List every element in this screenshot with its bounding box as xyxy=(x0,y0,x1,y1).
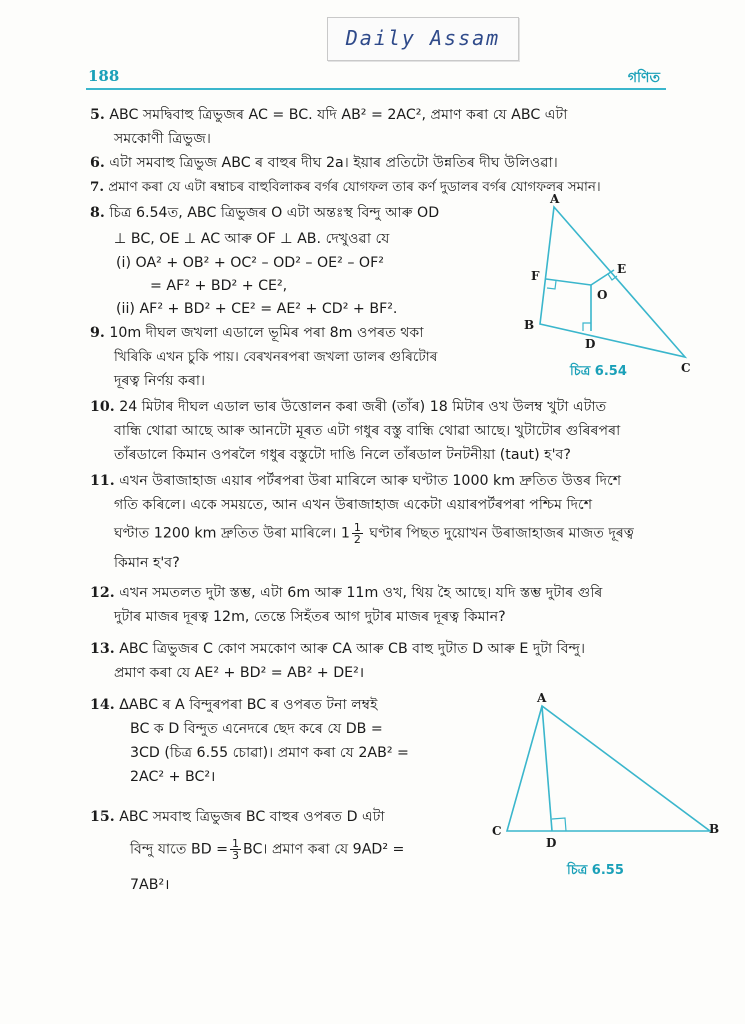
label-d: D xyxy=(585,337,596,351)
question-text: ΔABC ৰ A বিন্দুৰপৰা BC ৰ ওপৰত টনা লম্বই xyxy=(119,697,378,713)
question-11 xyxy=(90,470,621,492)
question-13-line-2: প্ৰমাণ কৰা যে AE² + BD² = AB² + DE²। xyxy=(114,665,365,681)
right-angle-d xyxy=(552,818,566,831)
daily-assam-stamp xyxy=(327,17,519,61)
question-text: 10m দীঘল জখলা এডালে ভূমিৰ পৰা 8m ওপৰত থকা xyxy=(109,325,424,341)
page-number: 188 xyxy=(88,67,120,85)
question-text: চিত্ৰ 6.54ত, ABC ত্ৰিভুজৰ O এটা অন্তঃস্থ বিন্দু আৰু OD xyxy=(109,205,440,221)
question-10 xyxy=(90,396,606,418)
question-9-line-3: দূৰত্ব নিৰ্ণয় কৰা। xyxy=(114,373,206,389)
right-angle-f xyxy=(547,281,556,289)
question-number: 10. xyxy=(90,399,115,415)
question-15-line-3: 7AB²। xyxy=(130,877,170,893)
question-number: 14. xyxy=(90,697,115,713)
question-number: 8. xyxy=(90,205,105,221)
header-rule xyxy=(86,88,666,90)
question-10-line-2: বান্ধি থোৱা আছে আৰু আনটো মূৰত এটা গধুৰ বস্তু বান্ধি থোৱা আছে। খুটাটোৰ গুৰিৰপৰা xyxy=(114,423,621,439)
question-14 xyxy=(90,694,378,716)
question-number: 5. xyxy=(90,107,105,123)
question-8 xyxy=(90,202,439,224)
stamp-text: Daily Assam xyxy=(345,26,501,50)
question-number: 13. xyxy=(90,641,115,657)
segment-of xyxy=(546,279,591,285)
figure-6-55 xyxy=(485,690,725,850)
question-6 xyxy=(90,152,558,174)
question-8-part-i-cont: = AF² + BD² + CE², xyxy=(150,278,288,294)
question-11-line-3 xyxy=(114,522,634,545)
fraction-one-half: $\frac{1}{2}$ xyxy=(353,521,361,546)
question-12-line-2: দুটাৰ মাজৰ দূৰত্ব 12m, তেন্তে সিহঁতৰ আগ দুটাৰ মাজৰ দূৰত্ব কিমান? xyxy=(114,609,506,625)
question-text: এখন সমতলত দুটা স্তম্ভ, এটা 6m আৰু 11m ওখ, থিয় হৈ আছে। যদি স্তম্ভ দুটাৰ গুৰি xyxy=(119,585,603,601)
triangle-abc xyxy=(507,706,710,831)
triangle-abc xyxy=(540,207,685,357)
question-14-line-3: 3CD (চিত্ৰ 6.55 চোৱা)। প্ৰমাণ কৰা যে 2AB² = xyxy=(130,745,409,761)
question-number: 11. xyxy=(90,473,115,489)
label-e: E xyxy=(617,262,627,276)
subject-title: গণিত xyxy=(627,70,660,86)
figure-6-54-caption: চিত্ৰ 6.54 xyxy=(570,364,627,379)
question-text: 24 মিটাৰ দীঘল এডাল ভাৰ উত্তোলন কৰা জৰী (তাঁৰ) 18 মিটাৰ ওখ উলম্ব খুটা এটাত xyxy=(119,399,607,415)
question-10-line-3: তাঁৰডালে কিমান ওপৰলৈ গধুৰ বস্তুটো দাঙি নিলে তাঁৰডাল টনটনীয়া (taut) হ'ব? xyxy=(114,447,571,463)
altitude-ad xyxy=(542,706,552,831)
question-5 xyxy=(90,104,567,126)
label-f: F xyxy=(531,269,540,283)
question-text: BC। প্ৰমাণ কৰা যে 9AD² = xyxy=(243,841,405,858)
question-8-line-2: ⊥ BC, OE ⊥ AC আৰু OF ⊥ AB. দেখুওৱা যে xyxy=(114,231,390,247)
question-14-line-4: 2AC² + BC²। xyxy=(130,769,216,785)
question-12 xyxy=(90,582,602,604)
question-9-line-2: খিৰিকি এখন চুকি পায়। বেৰখনৰপৰা জখলা ডালৰ গুৰিটোৰ xyxy=(114,349,438,365)
label-b: B xyxy=(524,318,535,332)
question-text: ABC সমবাহু ত্ৰিভুজৰ BC বাহুৰ ওপৰত D এটা xyxy=(119,809,385,825)
question-number: 6. xyxy=(90,155,105,171)
label-d: D xyxy=(546,836,557,850)
question-number: 12. xyxy=(90,585,115,601)
right-angle-d xyxy=(583,323,591,331)
question-9 xyxy=(90,322,423,344)
question-15 xyxy=(90,806,385,828)
question-text: ঘণ্টাত 1200 km দ্ৰুতিত উৰা মাৰিলে। 1 xyxy=(114,525,350,542)
label-o: O xyxy=(597,288,608,302)
question-15-line-2 xyxy=(130,838,404,861)
question-13 xyxy=(90,638,585,660)
question-14-line-2: BC ক D বিন্দুত এনেদৰে ছেদ কৰে যে DB = xyxy=(130,721,383,737)
figure-6-55-caption: চিত্ৰ 6.55 xyxy=(567,863,624,878)
question-text: এটা সমবাহু ত্ৰিভুজ ABC ৰ বাহুৰ দীঘ 2a। ইয়াৰ প্ৰতিটো উন্নতিৰ দীঘ উলিওৱা। xyxy=(109,155,558,171)
question-text: প্ৰমাণ কৰা যে এটা ৰম্বাচৰ বাহুবিলাকৰ বৰ্গৰ যোগফল তাৰ কৰ্ণ দুডালৰ বৰ্গৰ যোগফলৰ সমান। xyxy=(108,180,601,195)
question-text: ABC ত্ৰিভুজৰ C কোণ সমকোণ আৰু CA আৰু CB বাহু দুটাত D আৰু E দুটা বিন্দু। xyxy=(119,641,586,657)
question-8-part-i: (i) OA² + OB² + OC² – OD² – OE² – OF² xyxy=(116,255,384,271)
label-a: A xyxy=(550,193,560,206)
figure-6-54 xyxy=(505,193,705,378)
question-number: 7. xyxy=(90,179,104,195)
label-a: A xyxy=(537,691,547,705)
question-11-line-2: গতি কৰিলে। একে সময়তে, আন এখন উৰাজাহাজ একেটা এয়াৰপৰ্টৰপৰা পশ্চিম দিশে xyxy=(114,497,593,513)
question-11-line-4: কিমান হ'ব? xyxy=(114,555,180,571)
question-8-part-ii: (ii) AF² + BD² + CE² = AE² + CD² + BF². xyxy=(116,301,398,317)
label-c: C xyxy=(681,361,691,375)
question-text: ঘণ্টাৰ পিছত দুয়োখন উৰাজাহাজৰ মাজত দূৰত্ব xyxy=(369,525,635,542)
question-number: 9. xyxy=(90,325,105,341)
question-text: ABC সমদ্বিবাহু ত্ৰিভুজৰ AC = BC. যদি AB² = 2AC², প্ৰমাণ কৰা যে ABC এটা xyxy=(109,107,568,123)
label-b: B xyxy=(709,822,720,836)
question-number: 15. xyxy=(90,809,115,825)
label-c: C xyxy=(492,824,502,838)
question-text: বিন্দু যাতে BD = xyxy=(130,841,229,858)
question-5-line-2: সমকোণী ত্ৰিভুজ। xyxy=(114,131,211,147)
fraction-one-third: $\frac{1}{3}$ xyxy=(232,837,240,862)
question-text: এখন উৰাজাহাজ এয়াৰ পৰ্টৰপৰা উৰা মাৰিলে আৰু ঘণ্টাত 1000 km দ্ৰুতিত উত্তৰ দিশে xyxy=(119,473,622,489)
